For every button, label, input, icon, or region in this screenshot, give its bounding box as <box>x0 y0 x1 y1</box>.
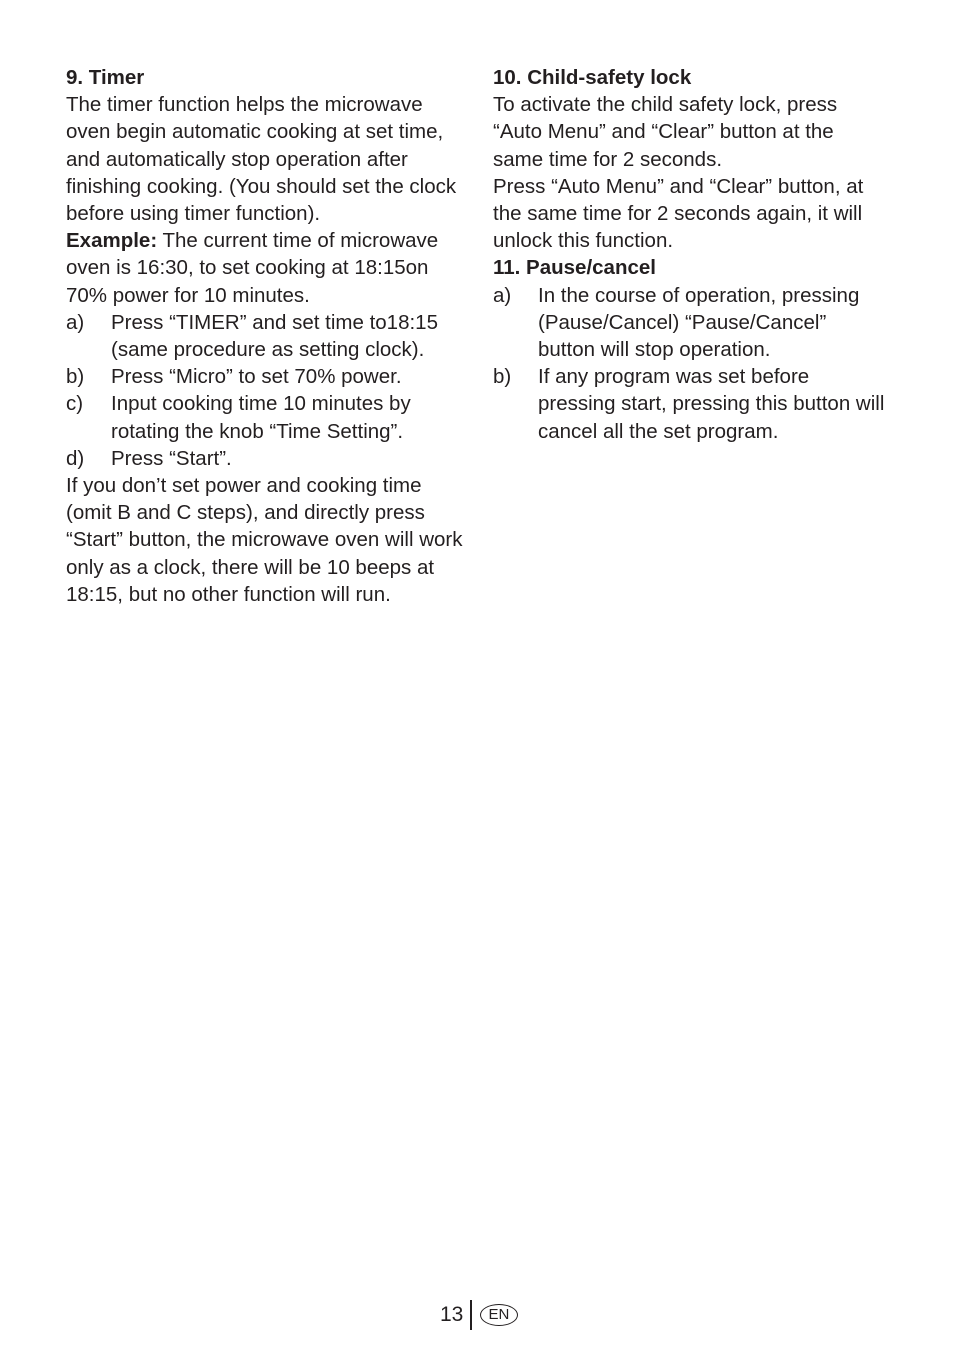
timer-note: If you don’t set power and cooking time (omit B and C steps), and directly press “Start” button, the microwave oven will work only as a clock, there will be 10 beeps at 18:15, but no other function will run. <box>66 474 463 606</box>
pause-cancel-list <box>493 282 888 445</box>
timer-intro: The timer function helps the microwave oven begin automatic cooking at set time, and automatically stop operation after finishing cooking. (You should set the clock before using timer function). <box>66 93 457 226</box>
timer-example <box>66 227 466 309</box>
list-marker: a) <box>493 283 512 307</box>
section-heading-pause-cancel: 11. Pause/cancel <box>493 256 656 280</box>
list-item <box>493 282 888 364</box>
section-heading-timer: 9. Timer <box>66 66 145 89</box>
list-item <box>66 390 466 444</box>
list-item-text: Press “Micro” to set 70% power. <box>111 365 402 389</box>
list-marker: b) <box>66 365 85 389</box>
list-item-text: Press “TIMER” and set time to18:15 (same procedure as setting clock). <box>111 310 438 362</box>
language-badge: EN <box>480 1304 518 1326</box>
list-item <box>66 363 466 390</box>
list-item <box>66 309 466 363</box>
list-item <box>66 445 466 472</box>
list-marker: c) <box>66 392 84 416</box>
list-item-text: In the course of operation, pressing (Pause/Cancel) “Pause/Cancel” button will stop operation. <box>538 283 860 362</box>
timer-steps-list <box>66 309 466 472</box>
list-marker: d) <box>66 446 85 470</box>
example-label: Example: <box>66 229 158 253</box>
footer-divider <box>470 1300 472 1330</box>
child-lock-deactivate: Press “Auto Menu” and “Clear” button, at the same time for 2 seconds again, it will unlock this function. <box>493 174 864 253</box>
list-item-text: If any program was set before pressing start, pressing this button will cancel all the set program. <box>538 365 885 443</box>
page-number: 13 <box>440 1303 464 1326</box>
list-marker: a) <box>66 310 85 334</box>
list-item-text: Input cooking time 10 minutes by rotating the knob “Time Setting”. <box>111 392 411 443</box>
left-column <box>66 64 466 608</box>
page-footer <box>440 1300 518 1330</box>
section-heading-child-lock: 10. Child-safety lock <box>493 66 692 89</box>
child-lock-activate: To activate the child safety lock, press “Auto Menu” and “Clear” button at the same time for 2 seconds. <box>493 93 838 171</box>
list-item-text: Press “Start”. <box>111 446 232 470</box>
list-item <box>493 363 888 445</box>
right-column <box>493 64 888 445</box>
list-marker: b) <box>493 365 512 389</box>
example-text: The current time of microwave oven is 16:30, to set cooking at 18:15on 70% power for 10 minutes. <box>66 229 439 307</box>
